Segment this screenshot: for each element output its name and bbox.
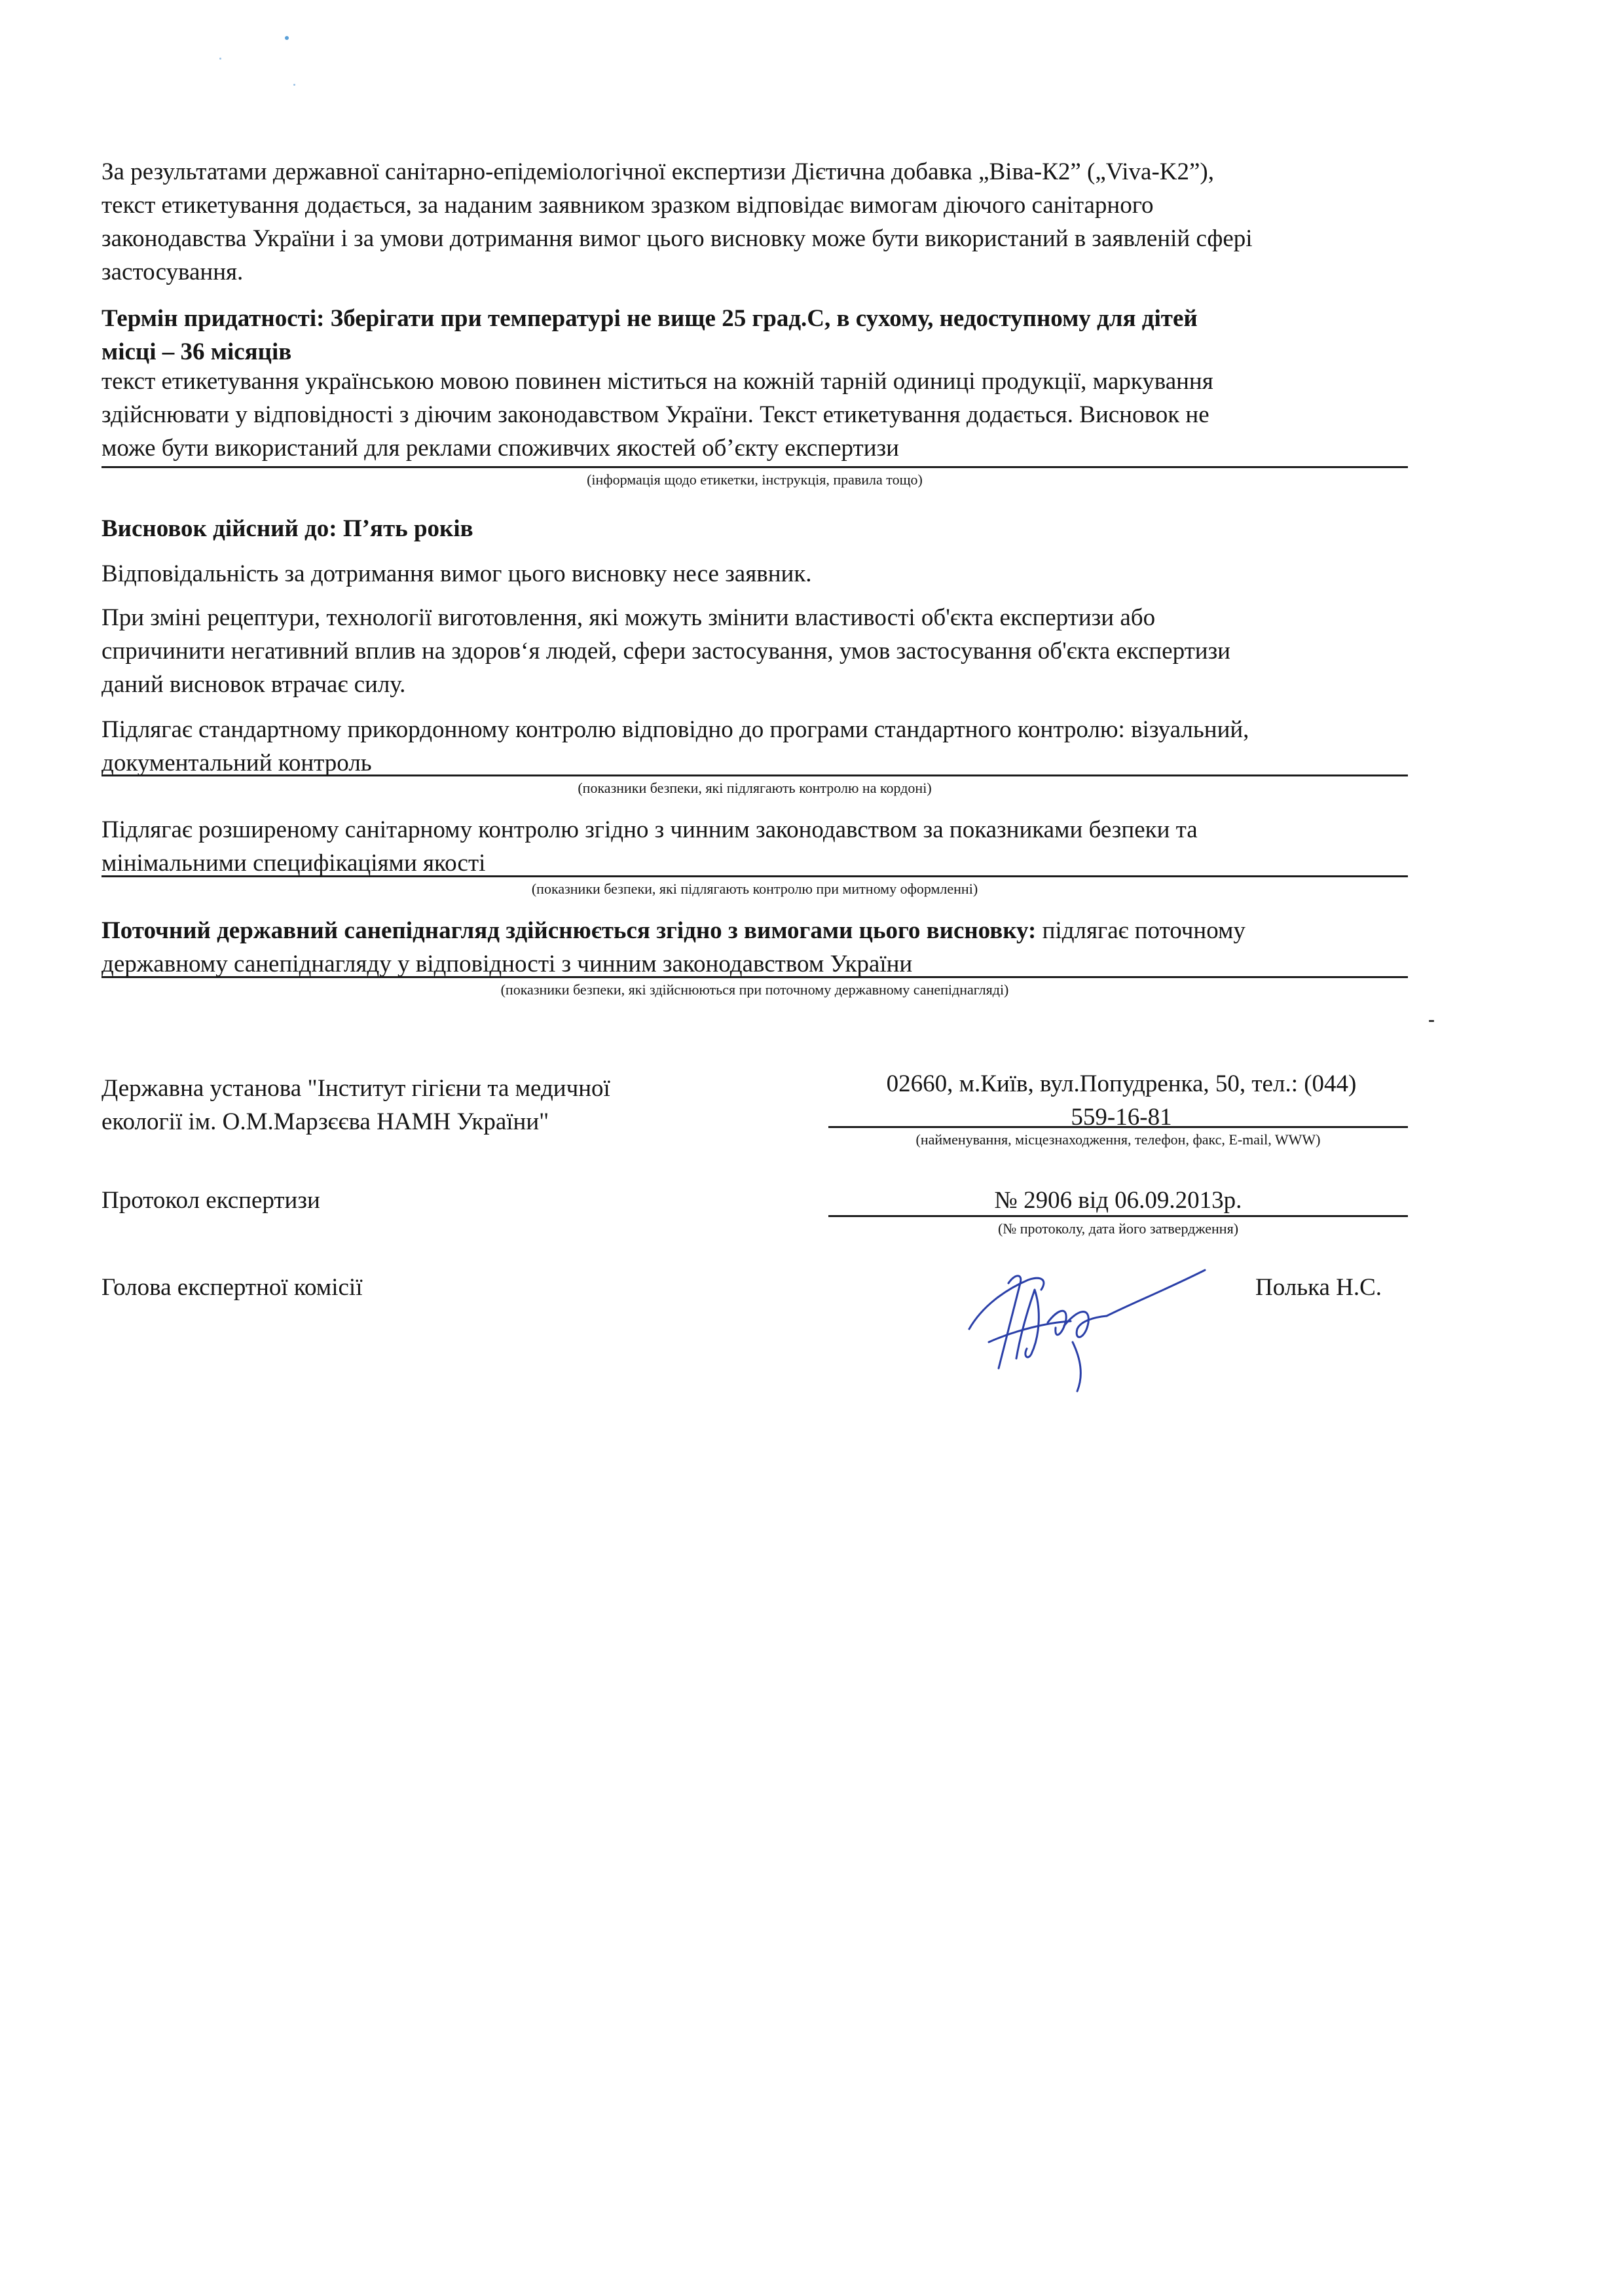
institution-name-line: Державна установа "Інститут гігієни та медичної — [101, 1075, 610, 1102]
divider-line — [101, 774, 1408, 776]
protocol-label: Протокол експертизи — [101, 1187, 320, 1214]
extended-control-line: мінімальними специфікаціями якості — [101, 850, 486, 877]
intro-line: За результатами державної санітарно-епідеміологічної експертизи Дієтична добавка „Віва-К2” („Viva-K2”), — [101, 158, 1215, 185]
border-control-line: документальний контроль — [101, 750, 372, 776]
chair-name: Полька Н.С. — [1255, 1274, 1382, 1301]
supervision-heading: Поточний державний санепіднагляд здійснюється згідно з вимогами цього висновку: — [101, 917, 1037, 944]
field-caption: (найменування, місцезнаходження, телефон, факс, E-mail, WWW) — [915, 1131, 1321, 1148]
supervision-text: підлягає поточному — [1036, 917, 1246, 944]
recipe-change-line: При зміні рецептури, технології виготовлення, які можуть змінити властивості об'єкта експертизи або — [101, 604, 1156, 631]
scan-speck — [219, 58, 221, 60]
chair-label: Голова експертної комісії — [101, 1274, 363, 1301]
institution-name-line: екології ім. О.М.Марзєєва НАМН України" — [101, 1108, 549, 1135]
intro-line: застосування. — [101, 259, 244, 285]
shelf-life-heading: Термін придатності: Зберігати при температурі не вище 25 град.С, в сухому, недоступному для дітей — [101, 305, 1198, 332]
field-caption: (показники безпеки, які підлягають контролю при митному оформленні) — [531, 881, 978, 897]
scan-speck — [1429, 1020, 1434, 1022]
border-control-line: Підлягає стандартному прикордонному контролю відповідно до програми стандартного контролю: візуальний, — [101, 716, 1249, 743]
divider-line — [828, 1215, 1408, 1217]
divider-line — [101, 466, 1408, 468]
supervision-line — [101, 914, 1411, 947]
field-caption: (показники безпеки, які здійснюються при поточному державному санепіднагляді) — [500, 981, 1009, 998]
supervision-section — [101, 914, 1411, 981]
scan-speck — [293, 84, 295, 86]
field-caption: (інформація щодо етикетки, інструкція, правила тощо) — [587, 471, 923, 488]
divider-line — [828, 1126, 1408, 1128]
recipe-change-line: даний висновок втрачає силу. — [101, 671, 406, 698]
divider-line — [101, 976, 1408, 978]
supervision-line: державному санепіднагляду у відповідності з чинним законодавством України — [101, 951, 913, 977]
intro-line: законодавства України і за умови дотримання вимог цього висновку може бути використаний в заявленій сфері — [101, 225, 1253, 252]
labeling-text: здійснювати у відповідності з діючим законодавством України. Текст етикетування додається. Висновок не — [101, 401, 1209, 428]
recipe-change-paragraph — [101, 601, 1411, 701]
address-line: 559-16-81 — [1071, 1104, 1172, 1131]
institution-name — [101, 1072, 756, 1139]
field-caption: (показники безпеки, які підлягають контролю на кордоні) — [578, 780, 932, 796]
scan-speck — [285, 36, 289, 40]
extended-control-section — [101, 813, 1411, 880]
validity-line: Висновок дійсний до: П’ять років — [101, 515, 473, 542]
responsibility-line: Відповідальність за дотримання вимог цього висновку несе заявник. — [101, 560, 812, 587]
institution-address — [828, 1067, 1414, 1134]
intro-paragraph — [101, 155, 1411, 289]
divider-line — [101, 875, 1408, 877]
labeling-text: текст етикетування українською мовою повинен міститься на кожній тарній одиниці продукції, маркування — [101, 368, 1213, 395]
shelf-life-section — [101, 302, 1411, 465]
recipe-change-line: спричинити негативний вплив на здоров‘я людей, сфери застосування, умов застосування об'єкта експертизи — [101, 638, 1230, 665]
protocol-number: № 2906 від 06.09.2013р. — [994, 1187, 1242, 1214]
labeling-text: може бути використаний для реклами споживчих якостей об’єкту експертизи — [101, 435, 899, 462]
handwritten-signature-icon — [943, 1244, 1218, 1401]
shelf-life-heading: місці – 36 місяців — [101, 338, 292, 365]
address-line: 02660, м.Київ, вул.Попудренка, 50, тел.: (044) — [886, 1070, 1357, 1097]
border-control-section — [101, 713, 1411, 780]
extended-control-line: Підлягає розширеному санітарному контролю згідно з чинним законодавством за показниками безпеки та — [101, 816, 1198, 843]
intro-line: текст етикетування додається, за наданим заявником зразком відповідає вимогам діючого санітарного — [101, 192, 1154, 219]
field-caption: (№ протоколу, дата його затвердження) — [997, 1220, 1239, 1237]
